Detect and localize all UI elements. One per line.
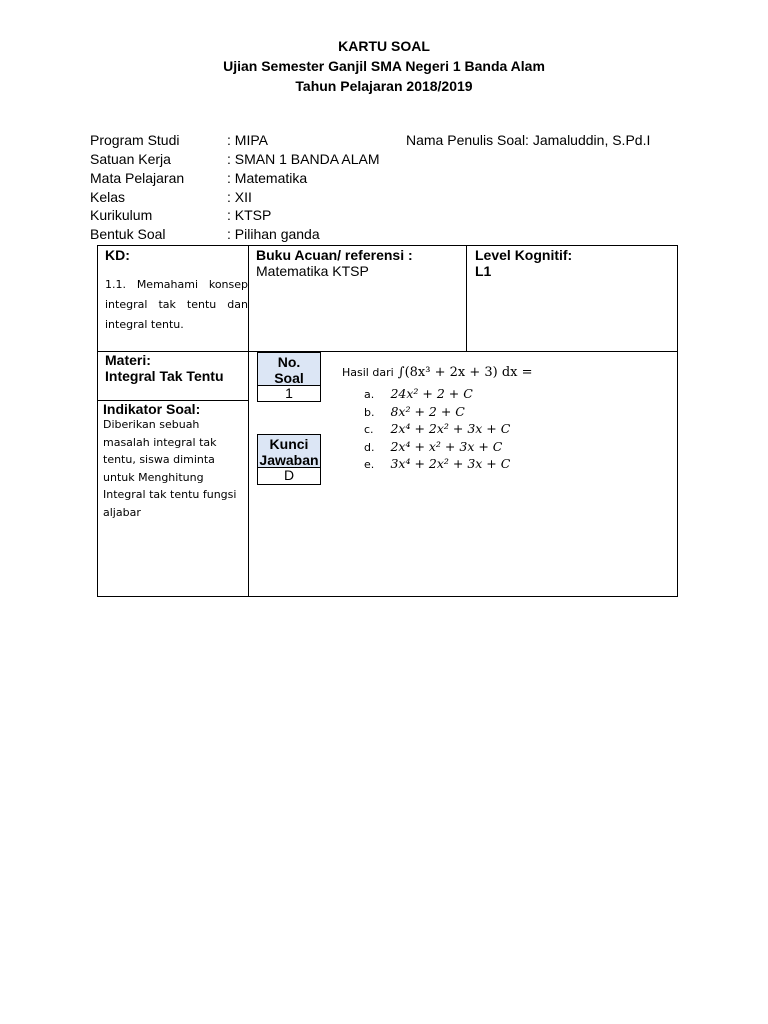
info-value: : Pilihan ganda (227, 226, 320, 242)
option-a (364, 385, 510, 403)
no-soal-label: No. (277, 354, 301, 370)
column-divider (466, 246, 467, 351)
level-label: Level Kognitif: (475, 247, 573, 263)
info-value: : SMAN 1 BANDA ALAM (227, 151, 380, 167)
indikator-label: Indikator Soal: (103, 401, 201, 417)
option-text: 2x⁴ + 2x² + 3x + C (390, 421, 511, 436)
info-value: : Matematika (227, 170, 308, 186)
info-label: Satuan Kerja (90, 151, 171, 167)
document-subtitle: Ujian Semester Ganjil SMA Negeri 1 Banda Alam (223, 58, 545, 74)
reference-value: Matematika KTSP (256, 263, 369, 279)
question-lead: Hasil dari (342, 366, 394, 379)
option-text: 24x² + 2 + C (390, 386, 473, 401)
option-e (364, 455, 510, 473)
question-stem (342, 365, 533, 380)
academic-year: Tahun Pelajaran 2018/2019 (295, 78, 473, 94)
author-field: Nama Penulis Soal: Jamaluddin, S.Pd.I (406, 132, 651, 148)
kunci-label: Kunci (269, 436, 309, 452)
kunci-label: Jawaban (259, 452, 319, 468)
no-soal-header (257, 352, 321, 386)
option-b (364, 403, 510, 421)
info-value: : MIPA (227, 132, 268, 148)
kd-text: 1.1. Memahami konsep integral tak tentu dan integral tentu. (105, 278, 248, 331)
option-text: 8x² + 2 + C (390, 403, 465, 419)
info-label: Bentuk Soal (90, 226, 166, 242)
kunci-header (257, 434, 321, 468)
kd-label: KD: (105, 247, 130, 263)
info-label: Mata Pelajaran (90, 170, 185, 186)
kunci-value: D (257, 467, 321, 485)
info-label: Program Studi (90, 132, 180, 148)
answer-options (364, 385, 510, 473)
option-c (364, 420, 510, 438)
info-value: : KTSP (227, 207, 272, 223)
question-card (97, 245, 678, 597)
option-text: 2x⁴ + x² + 3x + C (390, 438, 503, 454)
title-block (0, 36, 768, 96)
materi-value: Integral Tak Tentu (105, 368, 224, 384)
materi-label: Materi: (105, 352, 151, 368)
option-letter: d. (364, 440, 375, 454)
column-divider (248, 246, 249, 596)
option-letter: c. (364, 423, 374, 436)
option-d (364, 438, 510, 456)
row-divider (98, 351, 677, 352)
indikator-text: Diberikan sebuah masalah integral tak tentu, siswa diminta untuk Menghitung Integral tak tentu fungsi aljabar (103, 418, 237, 519)
option-letter: b. (364, 405, 375, 419)
info-label: Kurikulum (90, 207, 153, 223)
option-text: 3x⁴ + 2x² + 3x + C (390, 456, 511, 471)
document-title: KARTU SOAL (338, 38, 430, 54)
no-soal-label: Soal (274, 370, 304, 386)
info-label: Kelas (90, 189, 126, 205)
option-letter: a. (364, 388, 375, 401)
no-soal-value: 1 (257, 385, 321, 402)
reference-label: Buku Acuan/ referensi : (256, 247, 413, 263)
level-value: L1 (475, 263, 492, 279)
option-letter: e. (364, 458, 375, 471)
question-expression: ∫(8x³ + 2x + 3) dx = (397, 365, 533, 380)
info-value: : XII (227, 189, 252, 205)
